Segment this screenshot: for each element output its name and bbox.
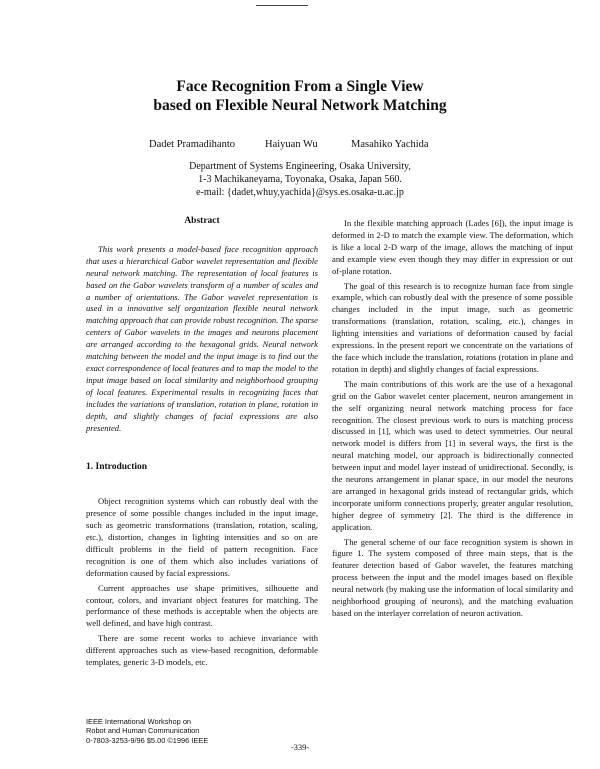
author-3: Masahiko Yachida (351, 139, 429, 150)
intro-paragraph-2: Current approaches use shape primitives, silhouette and contour, colors, and invariant object features for matching. The performance of these methods is acceptable when the objects are well defined, and have high contrast. (86, 582, 318, 629)
title-line-1: Face Recognition From a Single View (176, 78, 424, 95)
right-paragraph-4: The general scheme of our face recognition system is shown in figure 1. The system composed of three main steps, that is the featurer detection based of Gabor wavelet, the features matching process between the input and the model images based on flexible neural network (by making use the information of local similarity and neighborhood grouping of neurons), and the matching evaluation based on the interlayer correlation of neuron activation. (332, 536, 573, 618)
paper-title (0, 77, 600, 115)
footer-line-2: Robot and Human Communication (86, 726, 200, 736)
abstract-text: This work presents a model-based face recognition approach that uses a hierarchical Gabor wavelet representation and flexible neural network matching. The representation of local features is based on the Gabor wavelets transform of a number of scales and a number of orientations. The Gabor wavelet representation is used in a innovative self organization flexible neural network matching approach that can provide robust recognition. The sparse centers of Gabor wavelets in the images and neurons placement are arranged according to the hexagonal grids. Neural network matching between the model and the input image is to find out the exact correspondence of local features and to map the model to the input image based on local similarity and neighborhood grouping of local features. Experimental results in recognizing faces that includes the variations of translation, rotation in plane, rotation in depth, and slightly changes of facial expressions are also presented. (86, 243, 318, 433)
right-paragraph-3: The main contributions of this work are the use of a hexagonal grid on the Gabor wavelet center placement, neuron arrangement in the self organizing neural network matching process for face recognition. The closest previous work to ours is matching process discussed in [1], which was used to detect symmetries. Our neural network model is differs from [1] in several ways, the first is the neural matching model, our approach is bidirectionally connected between input and model layer instead of unidirectional. Secondly, is the neurons arrangement in planar space, in our model the neurons are arranged in hexagonal grids instead of rectangular grids, which incorporate uniform connections properly, greater angular resolution, higher degree of symmetry [2]. The third is the difference in application. (332, 378, 573, 532)
intro-heading: 1. Introduction (86, 462, 148, 473)
footer-line-3: 0-7803-3253-9/96 $5.00 ©1996 IEEE (86, 735, 209, 745)
conference-footer (86, 717, 208, 745)
intro-paragraph-1: Object recognition systems which can robustly deal with the presence of some possible changes included in the input image, such as geometric transformations (translation, rotation, scaling, etc.), distortion, changes in lighting intensities and so on are difficult problems in the field of pattern recognition. Face recognition is one of them which also includes variations of deformation caused by facial expressions. (86, 496, 318, 578)
footer-line-1: IEEE International Workshop on (86, 717, 192, 726)
page-number: -339- (290, 742, 310, 752)
affiliation-email: e-mail: {dadet,whuy,yachida}@sys.es.osaka-u.ac.jp (196, 187, 404, 198)
right-paragraph-1: In the flexible matching approach (Lades [6]), the input image is deformed in 2-D to match the example view. The deformation, which is like a local 2-D warp of the image, allows the matching of input and example view even though they may differ in expression or out of-plane rotation. (332, 218, 573, 276)
abstract-heading: Abstract (184, 216, 220, 226)
affiliation (0, 160, 600, 199)
intro-paragraph-3: There are some recent works to achieve invariance with different approaches such as view-based recognition, deformable templates, generic 3-D models, etc. (86, 633, 318, 668)
affiliation-line-2: 1-3 Machikaneyama, Toyonaka, Osaka, Japan 560. (198, 174, 402, 185)
title-line-2: based on Flexible Neural Network Matching (153, 97, 447, 114)
affiliation-line-1: Department of Systems Engineering, Osaka University, (189, 161, 411, 172)
author-2: Haiyuan Wu (265, 139, 318, 150)
right-paragraph-2: The goal of this research is to recognize human face from single example, which can robustly deal with the presence of some possible changes included in the input image, such as geometric transformations (translation, rotation, scaling, etc.), changes in lighting intensities and variations of deformation caused by facial expressions. In the present report we concentrate on the variations of the face which include the translation, rotations (rotation in plane and rotation in depth) and slightly changes of facial expressions. (332, 280, 573, 374)
author-1: Dadet Pramadihanto (149, 139, 236, 150)
right-column (332, 218, 573, 623)
left-column (86, 216, 318, 672)
scan-mark (256, 5, 308, 6)
